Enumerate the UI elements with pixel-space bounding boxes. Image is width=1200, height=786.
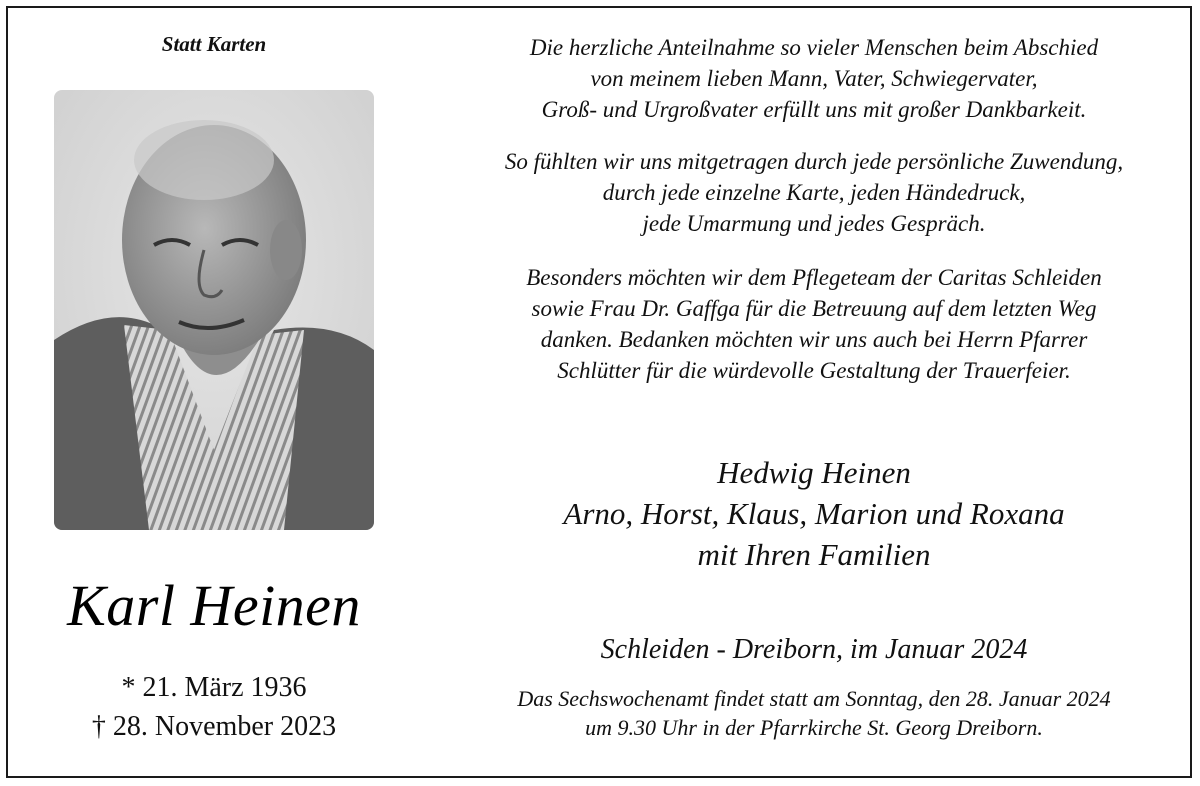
note-line: Das Sechswochenamt findet statt am Sonntag, den 28. Januar 2024 — [517, 686, 1111, 711]
family-signatures — [428, 452, 1200, 575]
paragraph-support — [428, 146, 1200, 239]
text-line: So fühlten wir uns mitgetragen durch jede persönliche Zuwendung, — [504, 149, 1124, 174]
signature-line: Arno, Horst, Klaus, Marion und Roxana — [563, 496, 1065, 531]
text-line: durch jede einzelne Karte, jeden Händedruck, — [602, 180, 1026, 205]
birth-date: * 21. März 1936 — [121, 672, 307, 703]
service-note — [428, 684, 1200, 742]
text-line: Besonders möchten wir dem Pflegeteam der Caritas Schleiden — [526, 265, 1102, 290]
text-line: jede Umarmung und jedes Gespräch. — [642, 211, 986, 236]
signature-line: Hedwig Heinen — [717, 455, 911, 490]
life-dates — [0, 668, 428, 746]
place-date: Schleiden - Dreiborn, im Januar 2024 — [600, 634, 1028, 665]
text-line: Schlütter für die würdevolle Gestaltung der Trauerfeier. — [557, 358, 1071, 383]
text-line: von meinem lieben Mann, Vater, Schwiegervater, — [590, 66, 1038, 91]
text-line: Groß- und Urgroßvater erfüllt uns mit großer Dankbarkeit. — [541, 97, 1087, 122]
text-line: sowie Frau Dr. Gaffga für die Betreuung auf dem letzten Weg — [531, 296, 1097, 321]
portrait-photo — [54, 90, 374, 530]
signature-line: mit Ihren Familien — [697, 537, 931, 572]
text-line: danken. Bedanken möchten wir uns auch bei Herrn Pfarrer — [540, 327, 1088, 352]
death-date: † 28. November 2023 — [91, 711, 337, 742]
note-line: um 9.30 Uhr in der Pfarrkirche St. Georg Dreiborn. — [585, 715, 1043, 740]
text-line: Die herzliche Anteilnahme so vieler Menschen beim Abschied — [529, 35, 1099, 60]
paragraph-thanks — [428, 32, 1200, 125]
paragraph-special-thanks — [428, 262, 1200, 386]
deceased-name: Karl Heinen — [67, 573, 361, 638]
statt-karten-label: Statt Karten — [161, 32, 267, 56]
